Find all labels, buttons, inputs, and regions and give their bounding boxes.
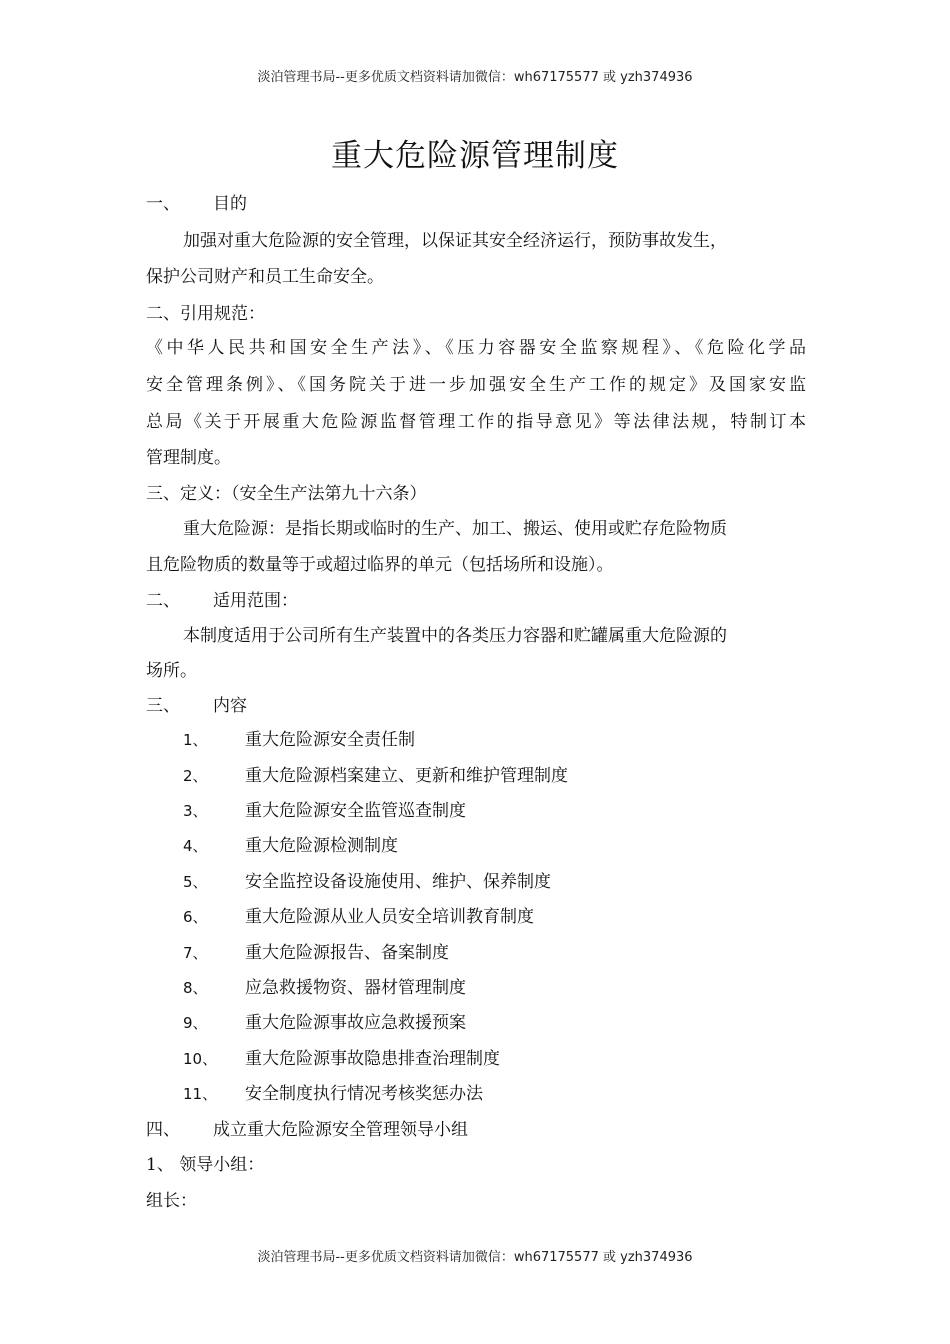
section-title: 内容 bbox=[213, 696, 247, 716]
list-item-number: 8、 bbox=[183, 979, 208, 997]
list-item-text: 安全监控设备设施使用、维护、保养制度 bbox=[245, 872, 551, 892]
paragraph-line: 安全管理条例》、《国务院关于进一步加强安全生产工作的规定》及国家安监 bbox=[146, 375, 806, 395]
list-item-number: 7、 bbox=[183, 944, 208, 962]
list-item-text: 重大危险源事故应急救援预案 bbox=[245, 1013, 466, 1033]
list-item-number: 1、 bbox=[183, 731, 208, 749]
list-item bbox=[183, 799, 466, 823]
page-footer: 淡泊管理书局--更多优质文档资料请加微信：wh67175577 或 yzh374936 bbox=[257, 1250, 693, 1265]
section-heading bbox=[146, 694, 247, 718]
page-header: 淡泊管理书局--更多优质文档资料请加微信：wh67175577 或 yzh374936 bbox=[257, 70, 693, 85]
list-item bbox=[183, 941, 449, 965]
list-item-text: 应急救援物资、器材管理制度 bbox=[245, 978, 466, 998]
list-item-text: 重大危险源检测制度 bbox=[245, 836, 398, 856]
list-item-number: 5、 bbox=[183, 873, 208, 891]
section-number: 一、 bbox=[146, 194, 180, 214]
list-item-number: 4、 bbox=[183, 837, 208, 855]
list-item-number: 6、 bbox=[183, 908, 208, 926]
paragraph-line: 管理制度。 bbox=[146, 448, 231, 468]
section-heading bbox=[146, 192, 247, 216]
list-item-text: 重大危险源报告、备案制度 bbox=[245, 943, 449, 963]
document-title: 重大危险源管理制度 bbox=[331, 138, 619, 174]
list-item bbox=[183, 1082, 483, 1106]
subsection-heading: 1、 领导小组： bbox=[146, 1155, 265, 1175]
list-item bbox=[183, 976, 466, 1000]
paragraph-line: 重大危险源：是指长期或临时的生产、加工、搬运、使用或贮存危险物质 bbox=[183, 519, 727, 539]
paragraph-line: 且危险物质的数量等于或超过临界的单元（包括场所和设施）。 bbox=[146, 555, 614, 575]
list-item-text: 重大危险源事故隐患排查治理制度 bbox=[245, 1049, 500, 1069]
section-heading: 二、引用规范： bbox=[146, 304, 265, 324]
paragraph-line: 总局《关于开展重大危险源监督管理工作的指导意见》等法律法规，特制订本 bbox=[146, 412, 806, 432]
section-number: 四、 bbox=[146, 1120, 180, 1140]
section-heading bbox=[146, 589, 298, 613]
section-title: 适用范围： bbox=[213, 591, 298, 611]
paragraph-line: 本制度适用于公司所有生产装置中的各类压力容器和贮罐属重大危险源的 bbox=[183, 626, 727, 646]
paragraph-line: 保护公司财产和员工生命安全。 bbox=[146, 267, 384, 287]
list-item bbox=[183, 905, 534, 929]
list-item-text: 重大危险源从业人员安全培训教育制度 bbox=[245, 907, 534, 927]
section-number: 二、 bbox=[146, 591, 180, 611]
section-heading: 三、定义：（安全生产法第九十六条） bbox=[146, 484, 427, 504]
section-number: 三、 bbox=[146, 696, 180, 716]
list-item-number: 2、 bbox=[183, 767, 208, 785]
list-item bbox=[183, 834, 398, 858]
list-item-number: 3、 bbox=[183, 802, 208, 820]
list-item-number: 9、 bbox=[183, 1014, 208, 1032]
paragraph-line: 组长： bbox=[146, 1191, 197, 1211]
list-item-text: 安全制度执行情况考核奖惩办法 bbox=[245, 1084, 483, 1104]
list-item-text: 重大危险源档案建立、更新和维护管理制度 bbox=[245, 766, 568, 786]
list-item bbox=[183, 1011, 466, 1035]
paragraph-line: 场所。 bbox=[146, 661, 197, 681]
list-item bbox=[183, 1047, 500, 1071]
section-title: 成立重大危险源安全管理领导小组 bbox=[213, 1120, 468, 1140]
paragraph-line: 加强对重大危险源的安全管理，以保证其安全经济运行，预防事故发生， bbox=[183, 231, 727, 251]
list-item-number: 10、 bbox=[183, 1050, 218, 1068]
list-item-number: 11、 bbox=[183, 1085, 218, 1103]
paragraph-line: 《中华人民共和国安全生产法》、《压力容器安全监察规程》、《危险化学品 bbox=[146, 338, 806, 358]
section-heading bbox=[146, 1118, 468, 1142]
list-item-text: 重大危险源安全责任制 bbox=[245, 730, 415, 750]
list-item bbox=[183, 728, 415, 752]
section-title: 目的 bbox=[213, 194, 247, 214]
list-item bbox=[183, 870, 551, 894]
list-item-text: 重大危险源安全监管巡查制度 bbox=[245, 801, 466, 821]
list-item bbox=[183, 764, 568, 788]
